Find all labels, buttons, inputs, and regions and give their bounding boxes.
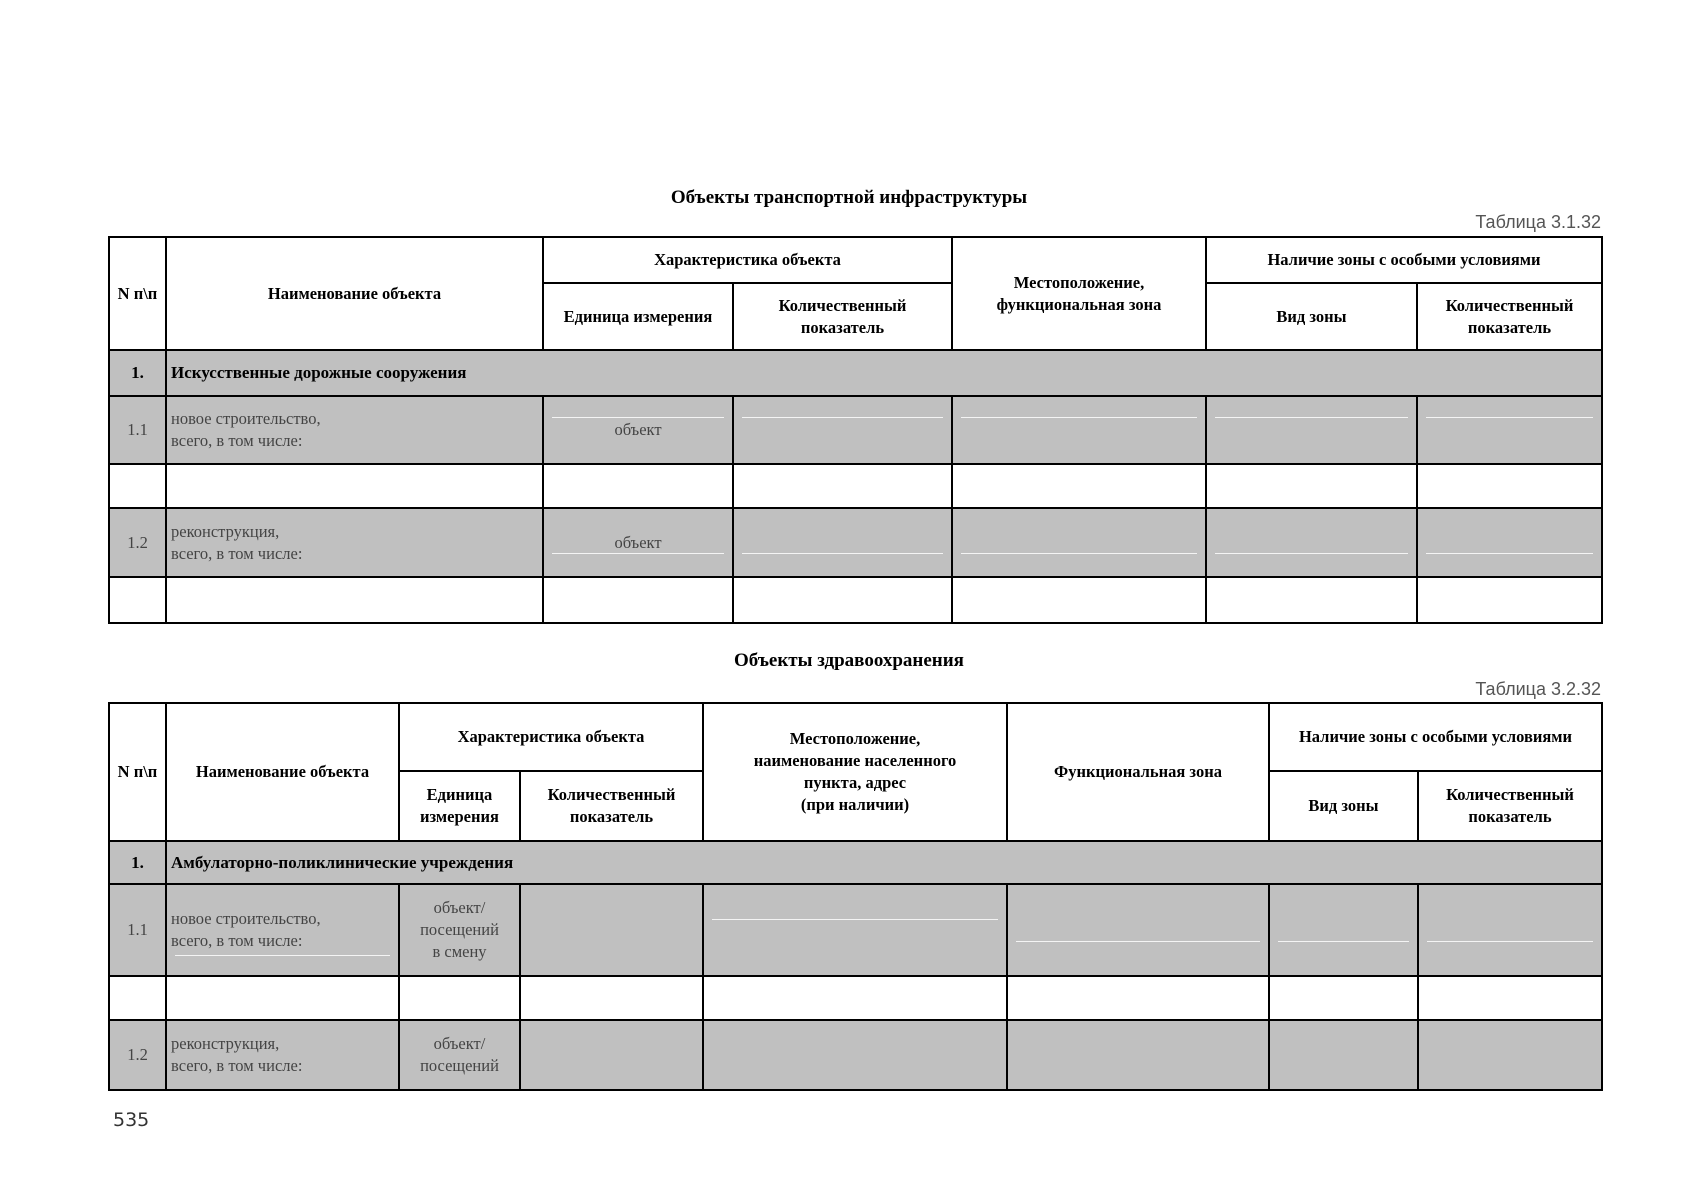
underline	[1278, 941, 1409, 942]
row-name	[166, 508, 543, 577]
header-zone-type: Вид зоны	[1269, 771, 1418, 841]
header-unit: Единица измерения	[399, 771, 520, 841]
table-row	[109, 1020, 1602, 1090]
table-row-empty	[109, 464, 1602, 508]
row-zone-type-cell	[1206, 508, 1417, 577]
row-unit-text: объект	[614, 420, 662, 439]
underline	[742, 417, 943, 418]
section-num: 1.	[109, 350, 166, 396]
header-characteristic: Характеристика объекта	[399, 703, 703, 771]
underline	[1427, 941, 1593, 942]
underline	[552, 417, 724, 418]
row-zone-quantity-cell	[1417, 508, 1602, 577]
row-quantity-cell	[520, 1020, 703, 1090]
header-zone-group: Наличие зоны с особыми условиями	[1206, 237, 1602, 283]
row-location-cell	[703, 1020, 1007, 1090]
row-num: 1.2	[109, 1020, 166, 1090]
row-quantity-cell	[733, 508, 952, 577]
page-number: 535	[113, 1109, 150, 1131]
row-unit	[399, 1020, 520, 1090]
row-name-line2: всего, в том числе:	[171, 1056, 303, 1075]
row-zone-quantity-cell	[1418, 1020, 1602, 1090]
header-name: Наименование объекта	[166, 237, 543, 350]
row-name-line1: новое строительство,	[171, 409, 321, 428]
row-unit-text: объект	[614, 532, 662, 552]
underline	[1016, 941, 1260, 942]
header-location-line3: пункта, адрес	[803, 773, 907, 792]
row-unit	[399, 884, 520, 976]
header-name: Наименование объекта	[166, 703, 399, 841]
row-name-line1: реконструкция,	[171, 1034, 280, 1053]
table-row	[109, 884, 1602, 976]
table1-number: Таблица 3.1.32	[1475, 212, 1601, 232]
row-unit	[543, 508, 733, 577]
underline	[1215, 417, 1408, 418]
header-quantity: Количественный показатель	[733, 283, 952, 350]
underline	[742, 553, 943, 554]
row-name-line2: всего, в том числе:	[171, 931, 303, 950]
underline	[961, 417, 1197, 418]
header-function-zone: Функциональная зона	[1007, 703, 1269, 841]
table2-section-row	[109, 841, 1602, 884]
header-num: N п\п	[109, 237, 166, 350]
row-function-zone-cell	[1007, 1020, 1269, 1090]
header-characteristic: Характеристика объекта	[543, 237, 952, 283]
header-location	[703, 703, 1007, 841]
section-num: 1.	[109, 841, 166, 884]
row-zone-type-cell	[1269, 884, 1418, 976]
table2-header-row-1	[109, 703, 1602, 771]
row-quantity-cell	[520, 884, 703, 976]
row-unit-line2: посещений	[420, 1056, 499, 1075]
row-name-line1: новое строительство,	[171, 909, 321, 928]
header-unit: Единица измерения	[543, 283, 733, 350]
row-location-cell	[952, 396, 1206, 464]
table1	[108, 236, 1603, 624]
table2-number: Таблица 3.2.32	[1475, 679, 1601, 699]
row-name-line1: реконструкция,	[171, 521, 280, 541]
row-num: 1.1	[109, 884, 166, 976]
table1-header-row-1	[109, 237, 1602, 283]
table-row	[109, 508, 1602, 577]
table2-title: Объекты здравоохранения	[734, 650, 964, 671]
underline	[1426, 553, 1593, 554]
row-function-zone-cell	[1007, 884, 1269, 976]
row-location-cell	[952, 508, 1206, 577]
row-name	[166, 884, 399, 976]
row-name	[166, 396, 543, 464]
underline	[712, 919, 998, 920]
table-row-empty	[109, 976, 1602, 1020]
header-zone-quantity: Количественный показатель	[1418, 771, 1602, 841]
underline	[175, 955, 390, 956]
row-zone-type-cell	[1269, 1020, 1418, 1090]
row-num: 1.1	[109, 396, 166, 464]
header-zone-type: Вид зоны	[1206, 283, 1417, 350]
header-location-line1: Местоположение,	[789, 729, 921, 748]
row-unit-line1: объект/	[433, 898, 486, 917]
section-name: Искусственные дорожные сооружения	[166, 350, 1602, 396]
row-name-line2: всего, в том числе:	[171, 543, 303, 563]
table2	[108, 702, 1603, 1091]
row-zone-type-cell	[1206, 396, 1417, 464]
underline	[552, 553, 724, 554]
row-unit-line3: в смену	[432, 942, 487, 961]
section-name: Амбулаторно-поликлинические учреждения	[166, 841, 1602, 884]
header-zone-group: Наличие зоны с особыми условиями	[1269, 703, 1602, 771]
underline	[1215, 553, 1408, 554]
row-location-cell	[703, 884, 1007, 976]
header-num: N п\п	[109, 703, 166, 841]
header-location-line4: (при наличии)	[800, 795, 910, 814]
table1-section-row	[109, 350, 1602, 396]
row-quantity-cell	[733, 396, 952, 464]
header-location: Местоположение, функциональная зона	[952, 237, 1206, 350]
table-row-empty	[109, 577, 1602, 623]
row-zone-quantity-cell	[1418, 884, 1602, 976]
header-quantity: Количественный показатель	[520, 771, 703, 841]
header-zone-quantity: Количественный показатель	[1417, 283, 1602, 350]
row-name	[166, 1020, 399, 1090]
row-name-line2: всего, в том числе:	[171, 431, 303, 450]
row-unit-line1: объект/	[433, 1034, 486, 1053]
row-zone-quantity-cell	[1417, 396, 1602, 464]
row-unit-line2: посещений	[420, 920, 499, 939]
row-num: 1.2	[109, 508, 166, 577]
header-location-line2: наименование населенного	[753, 751, 957, 770]
table1-title: Объекты транспортной инфраструктуры	[670, 187, 1028, 208]
underline	[961, 553, 1197, 554]
underline	[1426, 417, 1593, 418]
table-row	[109, 396, 1602, 464]
row-unit	[543, 396, 733, 464]
